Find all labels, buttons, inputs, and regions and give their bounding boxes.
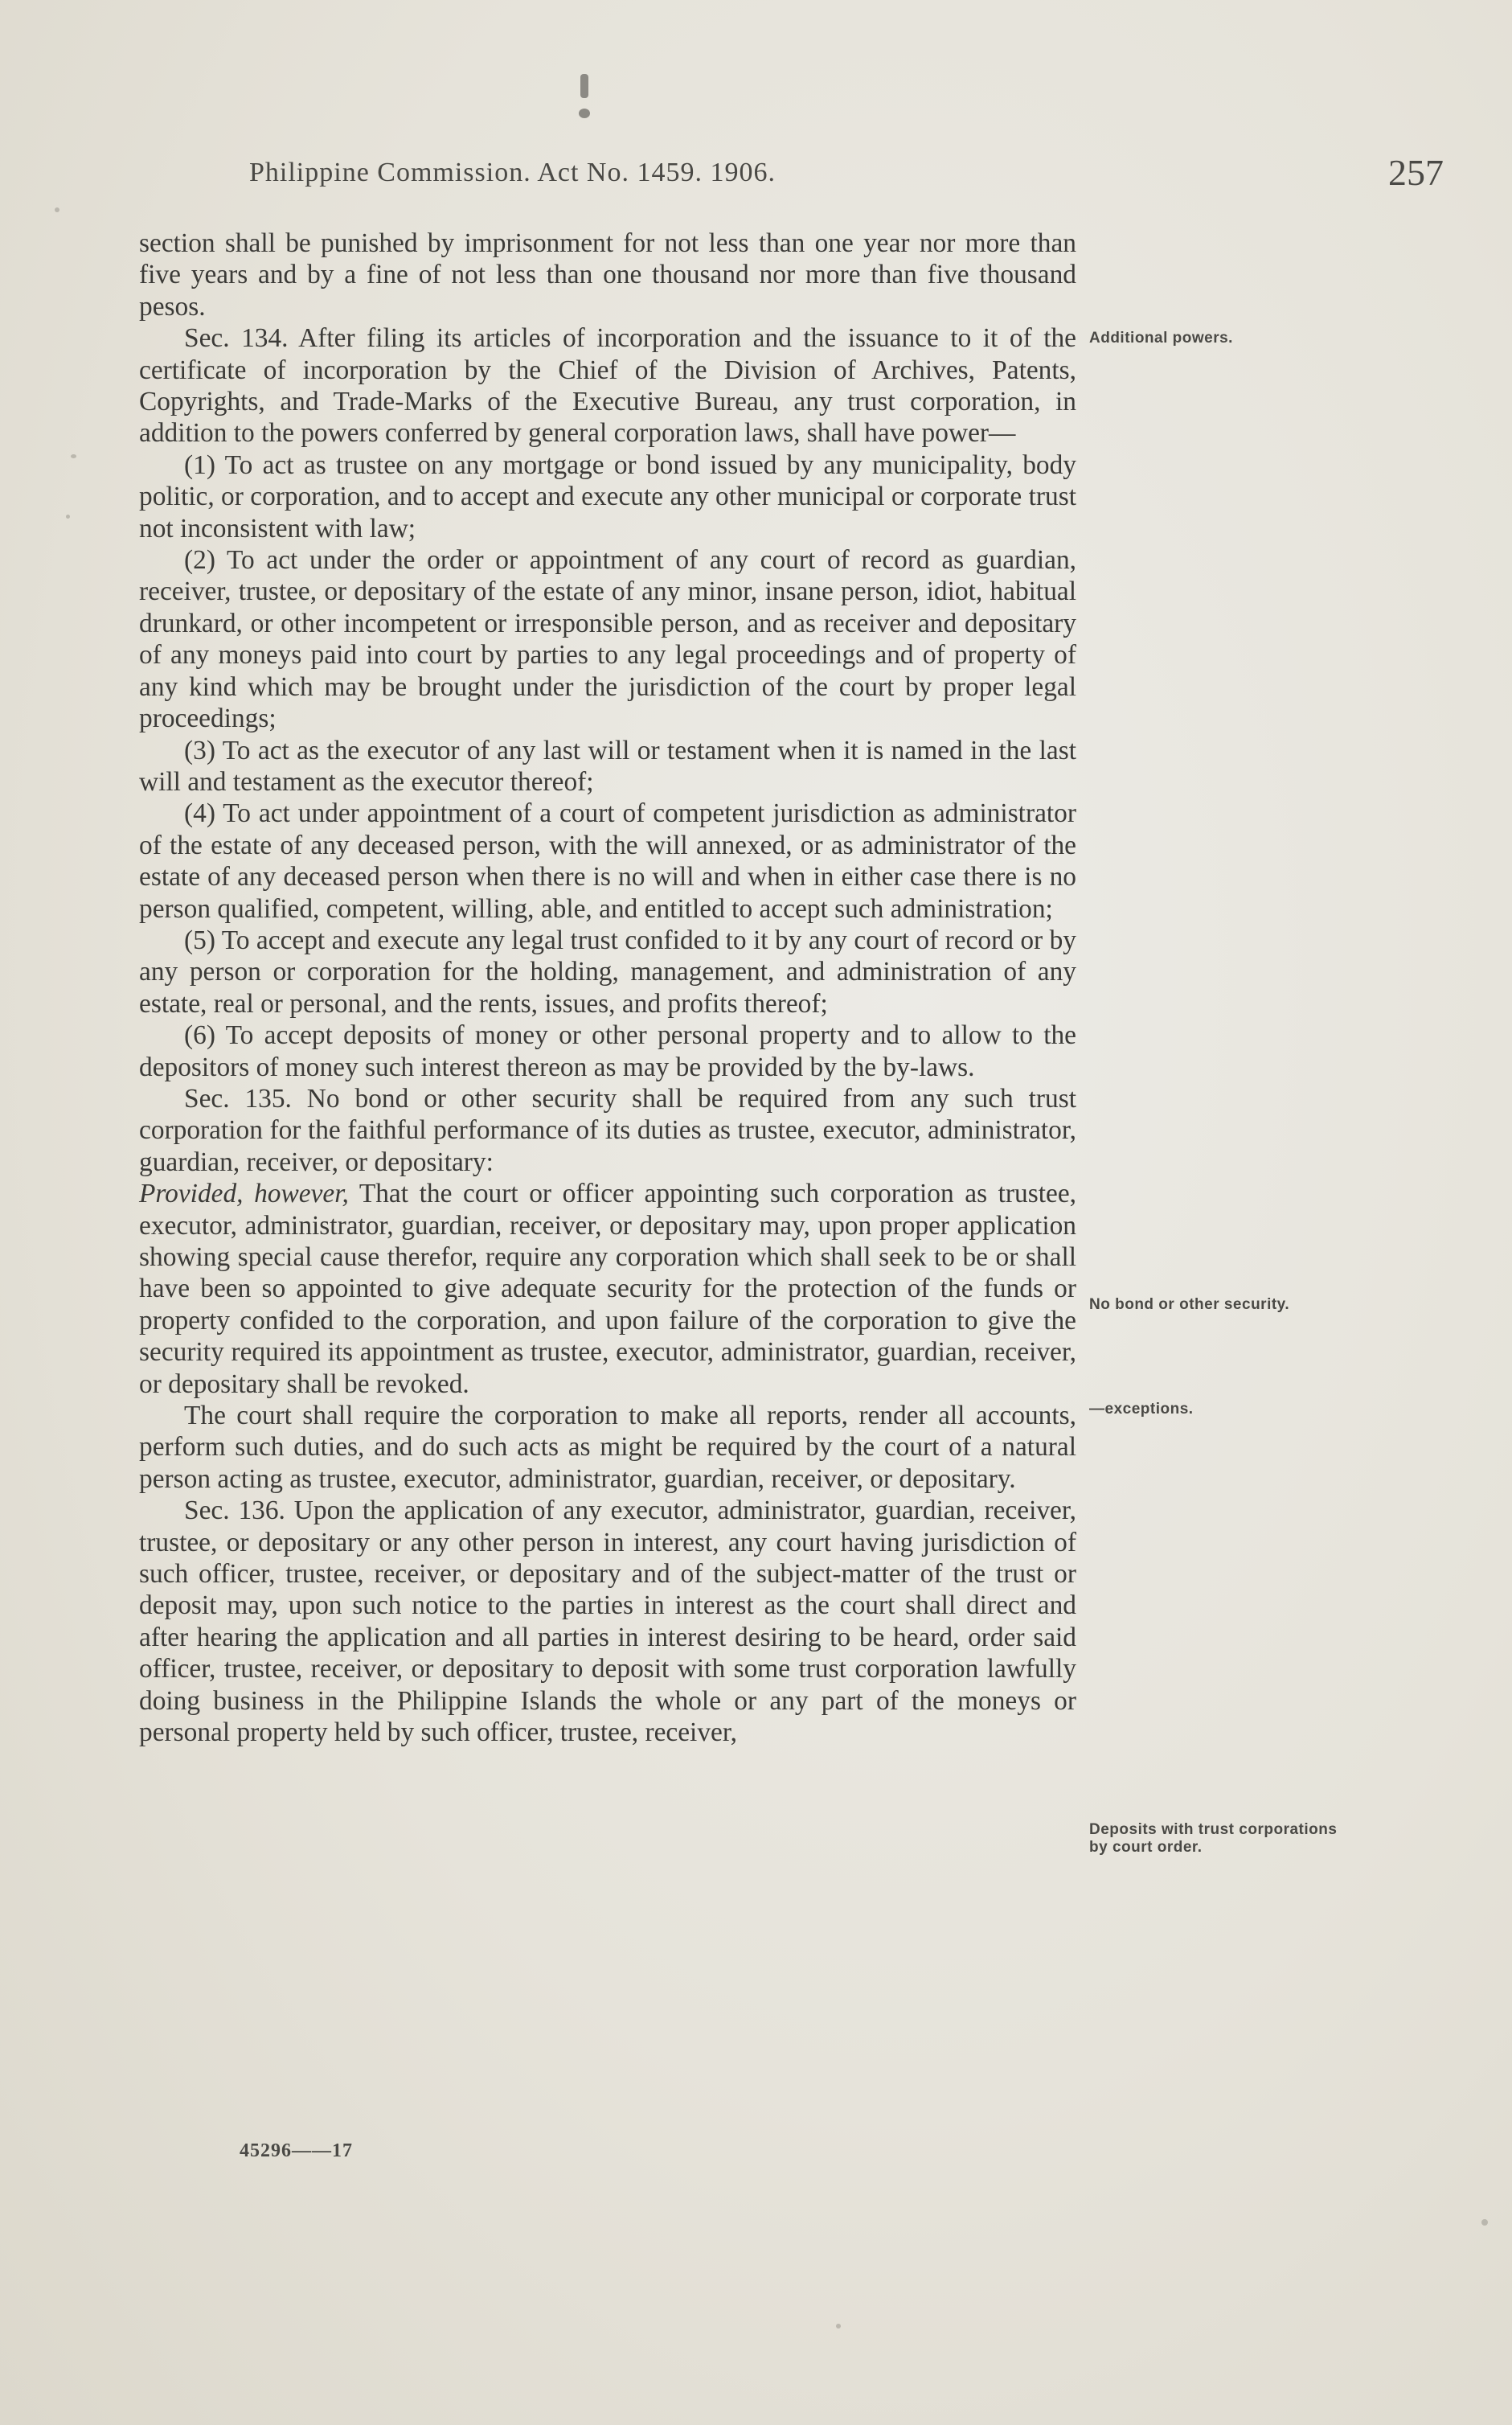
proviso-text: That the court or officer appointing such corporation as trustee, executor, administrator, guardian, receiver, or depositary may, upon proper application showing special cause therefor, require any corporation which shall seek to be or shall have been so appointed to give adequate security for the protection of the funds or property confided to the corporation, and upon failure of the corporation to give the security required its appointment as trustee, executor, administrator, guardian, receiver, or depositary shall be revoked.: [139, 1179, 1076, 1399]
signature-mark: 45296——17: [240, 2140, 353, 2161]
paper-speck: [71, 454, 76, 458]
paragraph-sec-136: Sec. 136. Upon the application of any executor, administrator, guardian, receiver, trustee, or depositary or any other person in interest, any court having jurisdiction of such officer, trustee, receiver, or depositary and of the subject-matter of the trust or deposit may, upon such notice to the parties in interest as the court shall direct and after hearing the application and all parties in interest desiring to be heard, order said officer, trustee, receiver, or depositary to deposit with some trust corporation lawfully doing business in the Philippine Islands the whole or any part of the moneys or personal property held by such officer, trustee, receiver,: [139, 1496, 1076, 1748]
margin-note-additional-powers: Additional powers.: [1089, 330, 1233, 347]
ink-mark: [579, 109, 590, 118]
body-text: [139, 228, 1076, 1749]
paragraph-proviso: [139, 1178, 1076, 1400]
paper-speck: [1481, 2219, 1488, 2226]
paper-speck: [66, 515, 70, 519]
margin-note-exceptions: —exceptions.: [1089, 1401, 1194, 1418]
paragraph-court-requirements: The court shall require the corporation to make all reports, render all accounts, perform such duties, and do such acts as might be required by the court of a natural person acting as trustee, executor, administrator, guardian, receiver, or depositary.: [139, 1401, 1076, 1494]
paragraph-power-1: (1) To act as trustee on any mortgage or bond issued by any municipality, body politic, or corporation, and to accept and execute any other municipal or corporate trust not inconsistent with law;: [139, 449, 1076, 544]
paragraph-sec-135: Sec. 135. No bond or other security shall be required from any such trust corporation for the faithful performance of its duties as trustee, executor, administrator, guardian, receiver, or depositary:: [139, 1083, 1076, 1177]
paragraph-power-6: (6) To accept deposits of money or other personal property and to allow to the depositors of money such interest thereon as may be provided by the by-laws.: [139, 1020, 1076, 1082]
paragraph: section shall be punished by imprisonment for not less than one year nor more than five years and by a fine of not less than one thousand nor more than five thousand pesos.: [139, 228, 1076, 322]
running-header: Philippine Commission. Act No. 1459. 1906.: [249, 158, 776, 187]
page-number: 257: [1388, 152, 1444, 193]
margin-note-deposits: Deposits with trust corporations by court order.: [1089, 1821, 1338, 1856]
paper-speck: [55, 207, 59, 212]
ink-mark: [580, 74, 588, 98]
paragraph-power-2: (2) To act under the order or appointment of any court of record as guardian, receiver, trustee, or depositary of the estate of any minor, insane person, idiot, habitual drunkard, or other incompetent or irresponsible person, and as receiver and depositary of any moneys paid into court by parties to any legal proceedings and of property of any kind which may be brought under the jurisdiction of the court by proper legal proceedings;: [139, 545, 1076, 734]
paragraph-power-5: (5) To accept and execute any legal trust confided to it by any court of record or by any person or corporation for the holding, management, and administration of any estate, real or personal, and the rents, issues, and profits thereof;: [139, 925, 1076, 1019]
paragraph-power-4: (4) To act under appointment of a court of competent jurisdiction as administrator of the estate of any deceased person, with the will annexed, or as administrator of the estate of any deceased person when there is no will and when in either case there is no person qualified, competent, willing, able, and entitled to accept such administration;: [139, 798, 1076, 924]
paragraph-sec-134: Sec. 134. After filing its articles of incorporation and the issuance to it of the certificate of incorporation by the Chief of the Division of Archives, Patents, Copyrights, and Trade-Marks of the Executive Bureau, any trust corporation, in addition to the powers conferred by general corporation laws, shall have power—: [139, 323, 1076, 449]
margin-note-no-bond: No bond or other security.: [1089, 1296, 1290, 1313]
paragraph-power-3: (3) To act as the executor of any last will or testament when it is named in the last will and testament as the executor thereof;: [139, 735, 1076, 797]
paper-speck: [836, 2324, 841, 2329]
proviso-label: Provided, however,: [139, 1179, 349, 1209]
